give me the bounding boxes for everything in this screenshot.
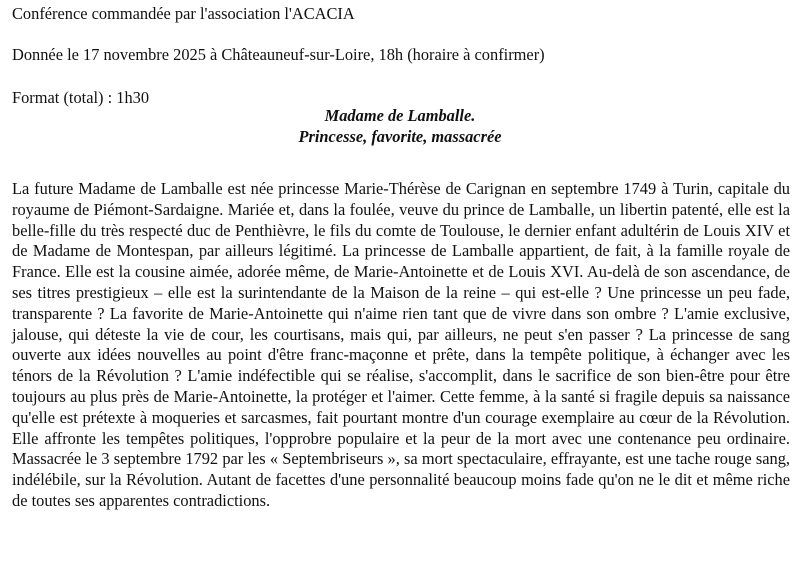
commission-line: Conférence commandée par l'association l'ACACIA: [12, 4, 355, 23]
body-paragraph: La future Madame de Lamballe est née princesse Marie-Thérèse de Carignan en septembre 1749 à Turin, capitale du royaume de Piémont-Sardaigne. Mariée et, dans la foulée, veuve du prince de Lamballe, un libertin patenté, elle est la belle-fille du très respecté duc de Penthièvre, le fils du comte de Toulouse, le dernier enfant adultérin de Louis XIV et de Madame de Montespan, par ailleurs légitimé. La princesse de Lamballe appartient, de fait, à la famille royale de France. Elle est la cousine aimée, adorée même, de Marie-Antoinette et de Louis XVI. Au-delà de son ascendance, de ses titres prestigieux – elle est la surintendante de la Maison de la reine – qui est-elle ? Une princesse un peu fade, transparente ? La favorite de Marie-Antoinette qui n'aime rien tant que de vivre dans son ombre ? L'amie exclusive, jalouse, qui déteste la vie de cour, les courtisans, mais qui, par ailleurs, ne peut s'en passer ? La princesse de sang ouverte aux idées nouvelles au point d'être franc-maçonne et prête, dans la tempête politique, à échanger avec les ténors de la Révolution ? L'amie indéfectible qui se réalise, s'accomplit, dans le sacrifice de son bien-être pour être toujours au plus près de Marie-Antoinette, la protéger et l'aimer. Cette femme, à la santé si fragile depuis sa naissance qu'elle est prétexte à moqueries et sarcasmes, fait pourtant montre d'un courage exemplaire au cœur de la Révolution. Elle affronte les tempêtes politiques, l'opprobre populaire et la peur de la mort avec une contenance peu ordinaire. Massacrée le 3 septembre 1792 par les « Septembriseurs », sa mort spectaculaire, effrayante, est une tache rouge sang, indélébile, sur la Révolution. Autant de facettes d'une personnalité beaucoup moins fade qu'on ne le dit et même riche de toutes ses apparentes contradictions.: [12, 179, 790, 510]
date-line: Donnée le 17 novembre 2025 à Châteauneuf-sur-Loire, 18h (horaire à confirmer): [12, 45, 545, 64]
body-text: [12, 179, 790, 512]
format-line: Format (total) : 1h30: [12, 88, 150, 107]
document-title: Madame de Lamballe.: [324, 106, 476, 125]
document-subtitle: Princesse, favorite, massacrée: [298, 127, 502, 146]
